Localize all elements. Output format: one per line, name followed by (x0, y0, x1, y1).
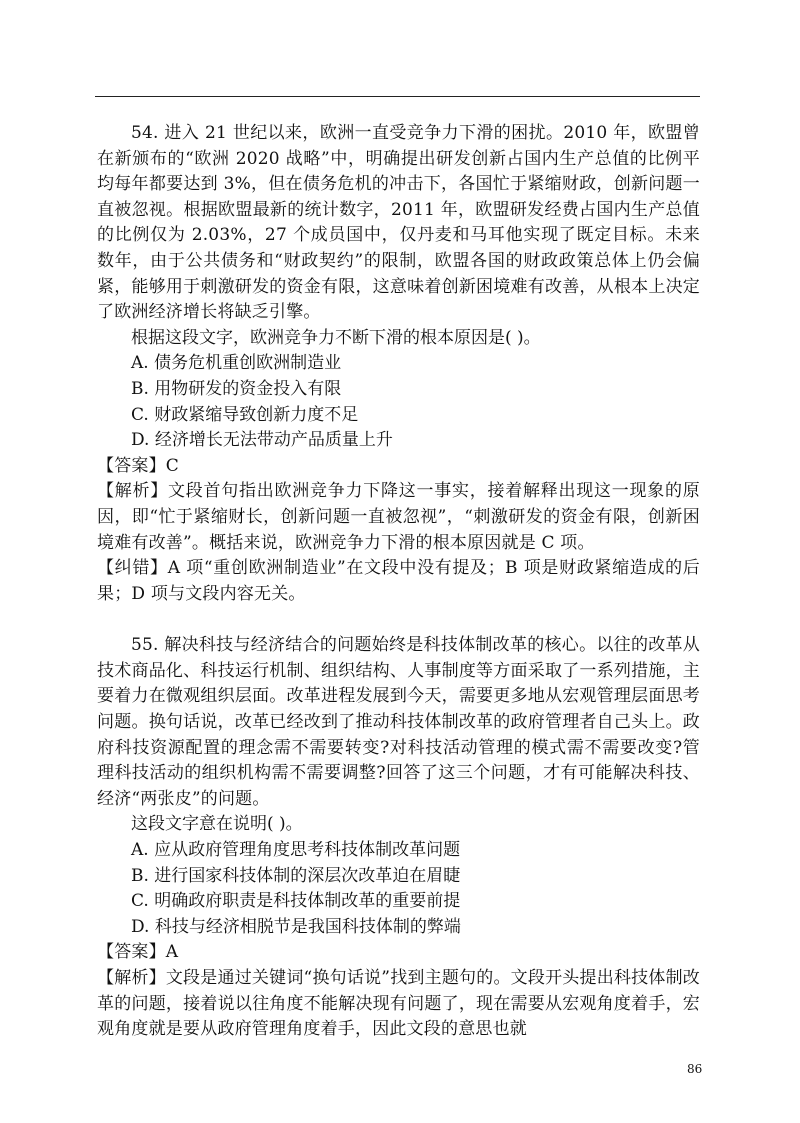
page-content (97, 121, 700, 1043)
question-54-passage: 54. 进入 21 世纪以来，欧洲一直受竞争力下滑的困扰。2010 年，欧盟曾在新颁布的“欧洲 2020 战略”中，明确提出研发创新占国内生产总值的比例平均每年都要达到 3%，但在债务危机的冲击下，各国忙于紧缩财政，创新问题一直被忽视。根据欧盟最新的统计数字，2011 年，欧盟研发经费占国内生产总值的比例仅为 2.03%，27 个成员国中，仅丹麦和马耳他实现了既定目标。未来数年，由于公共债务和“财政契约”的限制，欧盟各国的财政政策总体上仍会偏紧，能够用于刺激研发的资金有限，这意味着创新困境难有改善，从根本上决定了欧洲经济增长将缺乏引擎。 (97, 123, 700, 323)
question-54-option-a: A. 债务危机重创欧洲制造业 (131, 353, 342, 374)
question-55-answer: 【答案】A (97, 942, 179, 963)
question-55-option-a: A. 应从政府管理角度思考科技体制改革问题 (131, 840, 461, 861)
question-55-option-c: C. 明确政府职责是科技体制改革的重要前提 (131, 891, 461, 912)
question-54-option-c: C. 财政紧缩导致创新力度不足 (131, 404, 359, 425)
question-55-analysis: 【解析】文段是通过关键词“换句话说”找到主题句的。文段开头提出科技体制改革的问题，接着说以往角度不能解决现有问题了，现在需要从宏观角度着手，宏观角度就是要从政府管理角度着手，因此文段的意思也就 (97, 968, 700, 1040)
question-55-stem: 这段文字意在说明( )。 (131, 814, 303, 835)
section-gap (97, 607, 700, 633)
question-55-option-d: D. 科技与经济相脱节是我国科技体制的弊端 (131, 916, 461, 937)
question-54-option-d: D. 经济增长无法带动产品质量上升 (131, 430, 393, 451)
question-54-stem: 根据这段文字，欧洲竞争力不断下滑的根本原因是( )。 (131, 327, 541, 348)
page-number: 86 (687, 1062, 703, 1076)
question-55-passage: 55. 解决科技与经济结合的问题始终是科技体制改革的核心。以往的改革从技术商品化、科技运行机制、组织结构、人事制度等方面采取了一系列措施，主要着力在微观组织层面。改革进程发展到今天，需要更多地从宏观管理层面思考问题。换句话说，改革已经改到了推动科技体制改革的政府管理者自己头上。政府科技资源配置的理念需不需要转变?对科技活动管理的模式需不需要改变?管理科技活动的组织机构需不需要调整?回答了这三个问题，才有可能解决科技、经济“两张皮”的问题。 (97, 635, 700, 809)
header-rule (95, 96, 700, 97)
question-54-answer: 【答案】C (97, 455, 180, 476)
question-54-analysis: 【解析】文段首句指出欧洲竞争力下降这一事实，接着解释出现这一现象的原因，即“忙于紧缩财长，创新问题一直被忽视”，“刺激研发的资金有限，创新困境难有改善”。概括来说，欧洲竞争力下滑的根本原因就是 C 项。 (97, 481, 700, 553)
question-55-option-b: B. 进行国家科技体制的深层次改革迫在眉睫 (131, 865, 461, 886)
question-54-correction: 【纠错】A 项“重创欧洲制造业”在文段中没有提及；B 项是财政紧缩造成的后果；D 项与文段内容无关。 (97, 558, 700, 604)
question-54-option-b: B. 用物研发的资金投入有限 (131, 378, 342, 399)
